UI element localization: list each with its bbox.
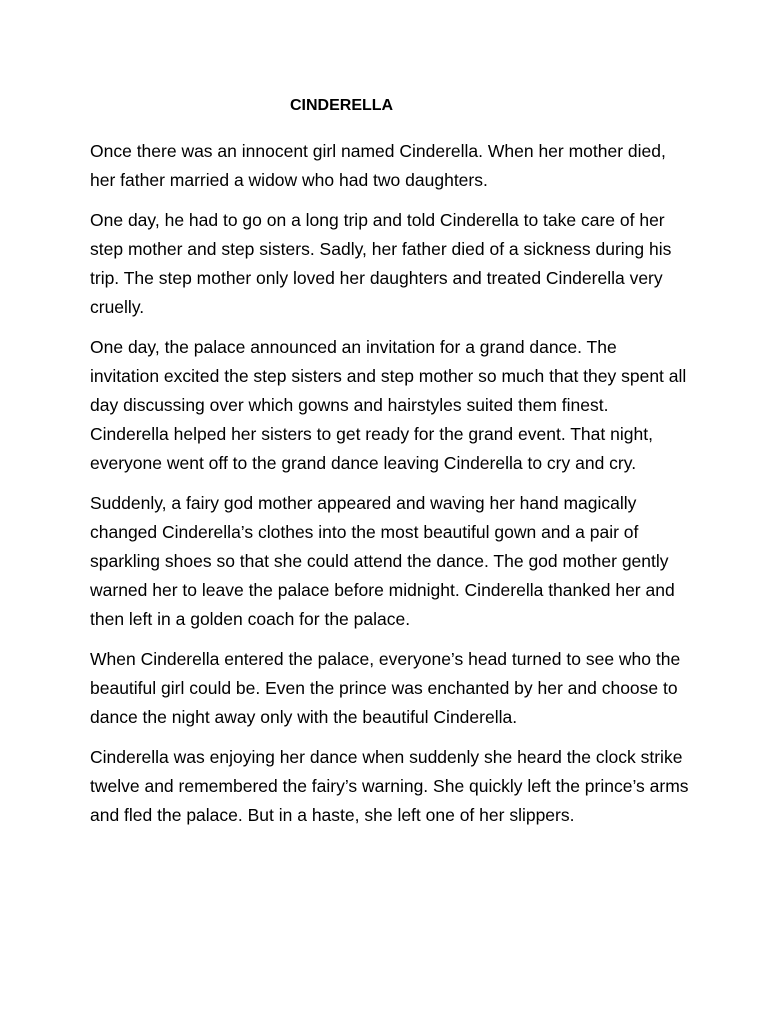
paragraph: Cinderella was enjoying her dance when suddenly she heard the clock strike twelve and remembered the fairy’s warning. She quickly left the prince’s arms and fled the palace. But in a haste, she left one of her slippers. [90, 747, 689, 825]
paragraph: One day, he had to go on a long trip and told Cinderella to take care of her step mother and step sisters. Sadly, her father died of a sickness during his trip. The step mother only loved her daughters and treated Cinderella very cruelly. [90, 210, 672, 317]
document-title: CINDERELLA [290, 97, 394, 114]
paragraph: One day, the palace announced an invitation for a grand dance. The invitation excited the step sisters and step mother so much that they spent all day discussing over which gowns and hairstyles suited them finest. Cinderella helped her sisters to get ready for the grand event. That night, everyone went off to the grand dance leaving Cinderella to cry and cry. [90, 337, 687, 473]
paragraph: Once there was an innocent girl named Cinderella. When her mother died, her father married a widow who had two daughters. [90, 141, 666, 190]
paragraph: When Cinderella entered the palace, everyone’s head turned to see who the beautiful girl could be. Even the prince was enchanted by her and choose to dance the night away only with the beautiful Cinderella. [90, 649, 681, 727]
paragraph: Suddenly, a fairy god mother appeared and waving her hand magically changed Cinderella’s clothes into the most beautiful gown and a pair of sparkling shoes so that she could attend the dance. The god mother gently warned her to leave the palace before midnight. Cinderella thanked her and then left in a golden coach for the palace. [90, 493, 675, 629]
document-body [90, 137, 690, 841]
